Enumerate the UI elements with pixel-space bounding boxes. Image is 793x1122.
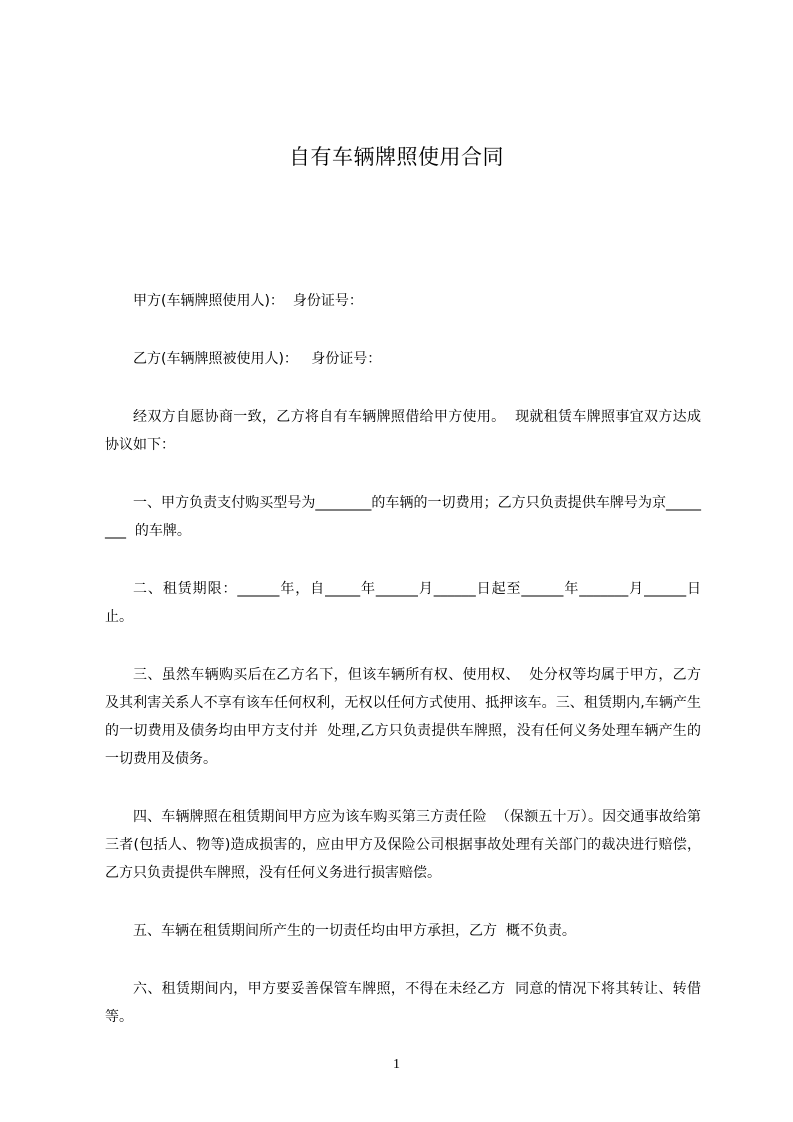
clause-1-paragraph: 一、甲方负责支付购买型号为________的车辆的一切费用；乙方只负责提供车牌号为京________ 的车牌。 bbox=[105, 495, 701, 539]
intro-paragraph: 经双方自愿协商一致，乙方将自有车辆牌照借给甲方使用。 现就租赁车牌照事宜双方达成协议如下： bbox=[105, 409, 701, 453]
clause-2-paragraph: 二、租赁期限：______年，自_____年______月______日起至______年_______月______日止。 bbox=[105, 581, 701, 625]
document-body bbox=[105, 287, 710, 1061]
clause-4-paragraph: 四、车辆牌照在租赁期间甲方应为该车购买第三方责任险 （保额五十万）。因交通事故给第三者(包括人、物等)造成损害的，应由甲方及保险公司根据事故处理有关部门的裁决进行赔偿， 乙方只负责提供车牌照，没有任何义务进行损害赔偿。 bbox=[105, 809, 710, 881]
clause-5-paragraph: 五、车辆在租赁期间所产生的一切责任均由甲方承担，乙方 概不负责。 bbox=[133, 923, 576, 939]
document-title: 自有车辆牌照使用合同 bbox=[289, 145, 504, 169]
clause-6-paragraph: 六、租赁期间内，甲方要妥善保管车牌照，不得在未经乙方 同意的情况下将其转让、转借等。 bbox=[105, 981, 701, 1025]
page-number: 1 bbox=[393, 1057, 400, 1072]
clause-3-paragraph: 三、虽然车辆购买后在乙方名下，但该车辆所有权、使用权、 处分权等均属于甲方，乙方及其利害关系人不享有该车任何权利，无权以任何方式使用、抵押该车。三、租赁期内,车辆产生的一切费用及债务均由甲方支付并 处理,乙方只负责提供车牌照，没有任何义务处理车辆产生的一切费用及债务。 bbox=[105, 667, 701, 767]
party-b-line: 乙方(车辆牌照被使用人)： 身份证号： bbox=[133, 351, 382, 367]
party-a-line: 甲方(车辆牌照使用人)： 身份证号： bbox=[133, 293, 363, 309]
